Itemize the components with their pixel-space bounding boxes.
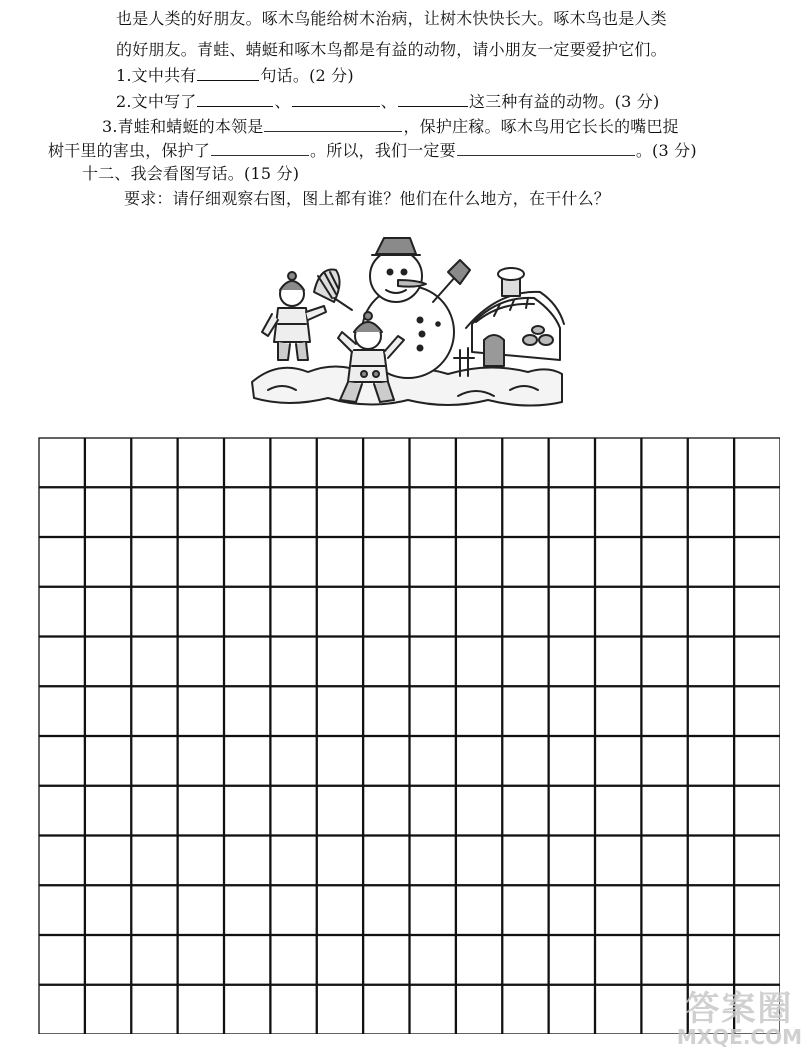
grid-cell[interactable] [642, 637, 687, 686]
grid-cell[interactable] [364, 587, 409, 636]
grid-cell[interactable] [225, 836, 270, 885]
grid-cell[interactable] [132, 587, 177, 636]
grid-cell[interactable] [39, 786, 84, 835]
grid-cell[interactable] [503, 438, 548, 487]
grid-cell[interactable] [456, 488, 501, 537]
grid-cell[interactable] [503, 985, 548, 1034]
grid-cell[interactable] [85, 538, 130, 587]
grid-cell[interactable] [410, 836, 455, 885]
question-2-suffix: 这三种有益的动物。(3 分) [468, 92, 660, 111]
question-2-sep-1: 、 [274, 92, 291, 111]
grid-cell[interactable] [596, 538, 641, 587]
grid-cell[interactable] [132, 786, 177, 835]
passage-line-1: 也是人类的好朋友。啄木鸟能给树木治病，让树木快快长大。啄木鸟也是人类 [116, 9, 667, 28]
grid-cell[interactable] [317, 438, 362, 487]
grid-cell[interactable] [317, 737, 362, 786]
question-3-line-2 [48, 139, 697, 162]
grid-cell[interactable] [549, 936, 594, 985]
grid-cell[interactable] [410, 538, 455, 587]
grid-cell[interactable] [225, 538, 270, 587]
grid-cell[interactable] [456, 985, 501, 1034]
grid-cell[interactable] [503, 637, 548, 686]
grid-cell[interactable] [596, 936, 641, 985]
grid-cell[interactable] [85, 587, 130, 636]
grid-cell[interactable] [225, 637, 270, 686]
grid-cell[interactable] [503, 836, 548, 885]
grid-cell[interactable] [364, 637, 409, 686]
question-3-blank-2[interactable] [211, 139, 309, 156]
grid-cell[interactable] [688, 538, 733, 587]
grid-cell[interactable] [85, 936, 130, 985]
grid-cell[interactable] [596, 985, 641, 1034]
grid-cell[interactable] [178, 488, 223, 537]
grid-cell[interactable] [132, 836, 177, 885]
grid-cell[interactable] [85, 985, 130, 1034]
grid-cell[interactable] [271, 936, 316, 985]
grid-cell[interactable] [225, 438, 270, 487]
grid-cell[interactable] [132, 488, 177, 537]
grid-cell[interactable] [503, 587, 548, 636]
grid-cell[interactable] [410, 687, 455, 736]
grid-cell[interactable] [549, 587, 594, 636]
grid-cell[interactable] [549, 488, 594, 537]
grid-cell[interactable] [642, 836, 687, 885]
grid-cell[interactable] [271, 637, 316, 686]
grid-cell[interactable] [132, 985, 177, 1034]
grid-cell[interactable] [225, 488, 270, 537]
grid-cell[interactable] [596, 587, 641, 636]
grid-cell[interactable] [85, 687, 130, 736]
grid-cell[interactable] [642, 936, 687, 985]
grid-cell[interactable] [39, 886, 84, 935]
grid-cell[interactable] [642, 587, 687, 636]
grid-cell[interactable] [132, 637, 177, 686]
grid-cell[interactable] [642, 538, 687, 587]
grid-cell[interactable] [735, 438, 780, 487]
grid-cell[interactable] [178, 737, 223, 786]
grid-cell[interactable] [410, 886, 455, 935]
grid-cell[interactable] [642, 737, 687, 786]
grid-cell[interactable] [178, 687, 223, 736]
grid-cell[interactable] [271, 438, 316, 487]
grid-cell[interactable] [132, 737, 177, 786]
grid-cell[interactable] [225, 936, 270, 985]
grid-cell[interactable] [317, 836, 362, 885]
question-3-blank-3[interactable] [457, 139, 635, 156]
question-3-blank-1[interactable] [264, 115, 402, 132]
grid-cell[interactable] [549, 687, 594, 736]
grid-cell[interactable] [178, 438, 223, 487]
grid-cell[interactable] [317, 687, 362, 736]
grid-cell[interactable] [688, 936, 733, 985]
grid-cell[interactable] [735, 637, 780, 686]
question-3-prefix: 3.青蛙和蜻蜓的本领是 [102, 117, 264, 136]
grid-cell[interactable] [364, 786, 409, 835]
grid-cell[interactable] [410, 936, 455, 985]
grid-cell[interactable] [39, 985, 84, 1034]
grid-cell[interactable] [271, 886, 316, 935]
grid-cell[interactable] [317, 886, 362, 935]
grid-cell[interactable] [456, 538, 501, 587]
question-1-prefix: 1.文中共有 [116, 66, 197, 85]
grid-cell[interactable] [317, 488, 362, 537]
grid-cell[interactable] [317, 936, 362, 985]
grid-cell[interactable] [225, 687, 270, 736]
grid-cell[interactable] [456, 786, 501, 835]
grid-cell[interactable] [178, 786, 223, 835]
grid-cell[interactable] [271, 985, 316, 1034]
grid-cell[interactable] [549, 886, 594, 935]
grid-cell[interactable] [642, 886, 687, 935]
grid-cell[interactable] [132, 538, 177, 587]
grid-cell[interactable] [456, 836, 501, 885]
grid-cell[interactable] [85, 886, 130, 935]
grid-cell[interactable] [271, 836, 316, 885]
grid-cell[interactable] [39, 438, 84, 487]
grid-cell[interactable] [364, 438, 409, 487]
grid-cell[interactable] [410, 985, 455, 1034]
question-1 [116, 64, 354, 87]
grid-cell[interactable] [642, 488, 687, 537]
grid-cell[interactable] [549, 985, 594, 1034]
grid-cell[interactable] [39, 836, 84, 885]
grid-cell[interactable] [317, 637, 362, 686]
grid-cell[interactable] [85, 438, 130, 487]
grid-cell[interactable] [178, 936, 223, 985]
grid-cell[interactable] [642, 786, 687, 835]
grid-cell[interactable] [549, 737, 594, 786]
grid-cell[interactable] [735, 587, 780, 636]
grid-cell[interactable] [132, 936, 177, 985]
grid-cell[interactable] [503, 786, 548, 835]
grid-cell[interactable] [735, 737, 780, 786]
grid-cell[interactable] [364, 886, 409, 935]
grid-cell[interactable] [503, 936, 548, 985]
question-2-blank-2[interactable] [292, 90, 380, 107]
grid-cell[interactable] [317, 985, 362, 1034]
grid-cell[interactable] [688, 488, 733, 537]
grid-cell[interactable] [688, 836, 733, 885]
grid-cell[interactable] [364, 687, 409, 736]
grid-cell[interactable] [503, 886, 548, 935]
grid-cell[interactable] [132, 886, 177, 935]
grid-cell[interactable] [688, 587, 733, 636]
grid-cell[interactable] [688, 886, 733, 935]
grid-cell[interactable] [456, 936, 501, 985]
grid-cell[interactable] [688, 687, 733, 736]
grid-cell[interactable] [225, 786, 270, 835]
grid-cell[interactable] [225, 985, 270, 1034]
grid-cell[interactable] [688, 637, 733, 686]
grid-cell[interactable] [225, 886, 270, 935]
grid-cell[interactable] [456, 587, 501, 636]
grid-cell[interactable] [596, 687, 641, 736]
grid-cell[interactable] [735, 936, 780, 985]
watermark-logo: 答案圈 [685, 989, 794, 1029]
grid-cell[interactable] [642, 687, 687, 736]
grid-cell[interactable] [364, 936, 409, 985]
grid-cell[interactable] [503, 538, 548, 587]
grid-cell[interactable] [596, 438, 641, 487]
grid-cell[interactable] [642, 438, 687, 487]
grid-cell[interactable] [549, 836, 594, 885]
grid-cell[interactable] [735, 488, 780, 537]
grid-cell[interactable] [596, 488, 641, 537]
writing-grid[interactable] [38, 437, 780, 1034]
grid-cell[interactable] [456, 886, 501, 935]
question-2-blank-1[interactable] [197, 90, 273, 107]
grid-cell[interactable] [596, 786, 641, 835]
grid-cell[interactable] [596, 886, 641, 935]
grid-cell[interactable] [271, 587, 316, 636]
grid-cell[interactable] [456, 438, 501, 487]
grid-cell[interactable] [271, 786, 316, 835]
grid-cell[interactable] [735, 836, 780, 885]
grid-cell[interactable] [735, 538, 780, 587]
grid-cell[interactable] [410, 637, 455, 686]
grid-cell[interactable] [85, 488, 130, 537]
snowman-scene-icon [248, 232, 566, 412]
grid-cell[interactable] [364, 985, 409, 1034]
grid-cell[interactable] [503, 687, 548, 736]
grid-cell[interactable] [364, 488, 409, 537]
grid-cell[interactable] [85, 836, 130, 885]
grid-cell[interactable] [364, 737, 409, 786]
question-3-line-1 [102, 115, 679, 138]
passage-line-2: 的好朋友。青蛙、蜻蜓和啄木鸟都是有益的动物，请小朋友一定要爱护它们。 [116, 40, 667, 59]
grid-cell[interactable] [178, 587, 223, 636]
grid-cell[interactable] [596, 637, 641, 686]
grid-cell[interactable] [178, 886, 223, 935]
grid-cell[interactable] [39, 936, 84, 985]
grid-cell[interactable] [364, 836, 409, 885]
grid-cell[interactable] [410, 587, 455, 636]
grid-cell[interactable] [549, 637, 594, 686]
grid-cell[interactable] [596, 737, 641, 786]
question-3-line-2-middle: 。所以，我们一定要 [310, 141, 456, 160]
grid-cell[interactable] [39, 637, 84, 686]
grid-cell[interactable] [271, 687, 316, 736]
grid-cell[interactable] [364, 538, 409, 587]
grid-cell[interactable] [132, 438, 177, 487]
grid-cell[interactable] [178, 637, 223, 686]
grid-cell[interactable] [456, 687, 501, 736]
grid-cell[interactable] [85, 637, 130, 686]
grid-cell[interactable] [596, 836, 641, 885]
grid-cell[interactable] [317, 786, 362, 835]
grid-cell[interactable] [410, 488, 455, 537]
grid-cell[interactable] [503, 737, 548, 786]
grid-cell[interactable] [39, 587, 84, 636]
grid-cell[interactable] [178, 985, 223, 1034]
section-12-requirement: 要求：请仔细观察右图，图上都有谁？他们在什么地方，在干什么？ [124, 189, 611, 208]
grid-cell[interactable] [549, 438, 594, 487]
grid-cell[interactable] [456, 637, 501, 686]
grid-cell[interactable] [688, 737, 733, 786]
grid-cell[interactable] [271, 737, 316, 786]
grid-cell[interactable] [688, 786, 733, 835]
grid-cell[interactable] [225, 587, 270, 636]
watermark [677, 991, 802, 1047]
grid-cell[interactable] [735, 886, 780, 935]
question-3-line-2-prefix: 树干里的害虫，保护了 [48, 141, 211, 160]
grid-cell[interactable] [39, 538, 84, 587]
grid-cell[interactable] [39, 737, 84, 786]
question-2 [116, 90, 659, 113]
grid-cell[interactable] [39, 488, 84, 537]
grid-cell[interactable] [735, 786, 780, 835]
grid-cell[interactable] [735, 687, 780, 736]
grid-cell[interactable] [549, 786, 594, 835]
watermark-url: MXQE.COM [676, 1025, 802, 1049]
grid-cell[interactable] [549, 538, 594, 587]
question-1-blank[interactable] [197, 64, 259, 81]
grid-cell[interactable] [132, 687, 177, 736]
grid-cell[interactable] [688, 438, 733, 487]
grid-cell[interactable] [410, 438, 455, 487]
grid-cell[interactable] [456, 737, 501, 786]
grid-cell[interactable] [317, 587, 362, 636]
grid-cell[interactable] [85, 737, 130, 786]
question-3-line-2-suffix: 。(3 分) [635, 141, 697, 160]
grid-cell[interactable] [410, 737, 455, 786]
grid-cell[interactable] [410, 786, 455, 835]
grid-cell[interactable] [225, 737, 270, 786]
question-1-suffix: 句话。(2 分) [260, 66, 354, 85]
question-2-sep-2: 、 [380, 92, 397, 111]
grid-cell[interactable] [178, 538, 223, 587]
grid-cell[interactable] [85, 786, 130, 835]
question-2-prefix: 2.文中写了 [116, 92, 197, 111]
grid-cell[interactable] [271, 488, 316, 537]
section-12-title: 十二、我会看图写话。(15 分) [82, 164, 300, 183]
grid-cell[interactable] [317, 538, 362, 587]
grid-cell[interactable] [503, 488, 548, 537]
question-3-middle: ，保护庄稼。啄木鸟用它长长的嘴巴捉 [403, 117, 679, 136]
grid-cell[interactable] [178, 836, 223, 885]
grid-cell[interactable] [39, 687, 84, 736]
grid-cell[interactable] [271, 538, 316, 587]
question-2-blank-3[interactable] [398, 90, 468, 107]
